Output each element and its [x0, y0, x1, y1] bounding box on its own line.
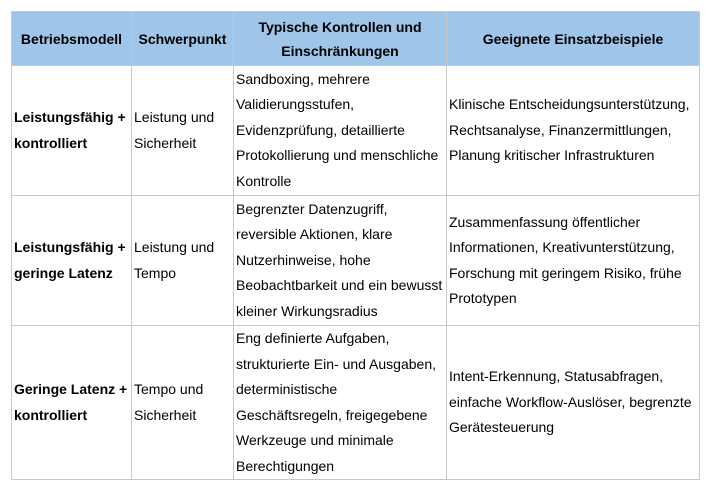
cell-model: Leistungsfähig + kontrolliert — [12, 66, 132, 196]
cell-focus: Leistung und Sicherheit — [132, 66, 234, 196]
cell-model: Geringe Latenz + kontrolliert — [12, 326, 132, 480]
header-row — [12, 12, 700, 66]
operating-models-table — [11, 11, 700, 480]
comparison-table-wrapper — [11, 11, 700, 480]
cell-controls: Begrenzter Datenzugriff, reversible Aktionen, klare Nutzerhinweise, hohe Beobachtbarkeit und ein bewusst kleiner Wirkungsradius — [234, 196, 447, 326]
table-row — [12, 326, 700, 480]
header-betriebsmodell: Betriebsmodell — [12, 12, 132, 66]
header-kontrollen: Typische Kontrollen und Einschränkungen — [234, 12, 447, 66]
cell-focus: Leistung und Tempo — [132, 196, 234, 326]
cell-controls: Sandboxing, mehrere Validierungsstufen, Evidenzprüfung, detaillierte Protokollierung und menschliche Kontrolle — [234, 66, 447, 196]
cell-examples: Klinische Entscheidungsunterstützung, Rechtsanalyse, Finanzermittlungen, Planung kritischer Infrastrukturen — [447, 66, 700, 196]
header-einsatzbeispiele: Geeignete Einsatzbeispiele — [447, 12, 700, 66]
cell-examples: Zusammenfassung öffentlicher Informationen, Kreativunterstützung, Forschung mit geringem Risiko, frühe Prototypen — [447, 196, 700, 326]
cell-examples: Intent-Erkennung, Statusabfragen, einfache Workflow-Auslöser, begrenzte Gerätesteuerung — [447, 326, 700, 480]
cell-model: Leistungsfähig + geringe Latenz — [12, 196, 132, 326]
table-row — [12, 196, 700, 326]
table-header — [12, 12, 700, 66]
header-schwerpunkt: Schwerpunkt — [132, 12, 234, 66]
table-row — [12, 66, 700, 196]
cell-controls: Eng definierte Aufgaben, strukturierte Ein- und Ausgaben, deterministische Geschäftsregeln, freigegebene Werkzeuge und minimale Berechtigungen — [234, 326, 447, 480]
table-body — [12, 66, 700, 480]
cell-focus: Tempo und Sicherheit — [132, 326, 234, 480]
